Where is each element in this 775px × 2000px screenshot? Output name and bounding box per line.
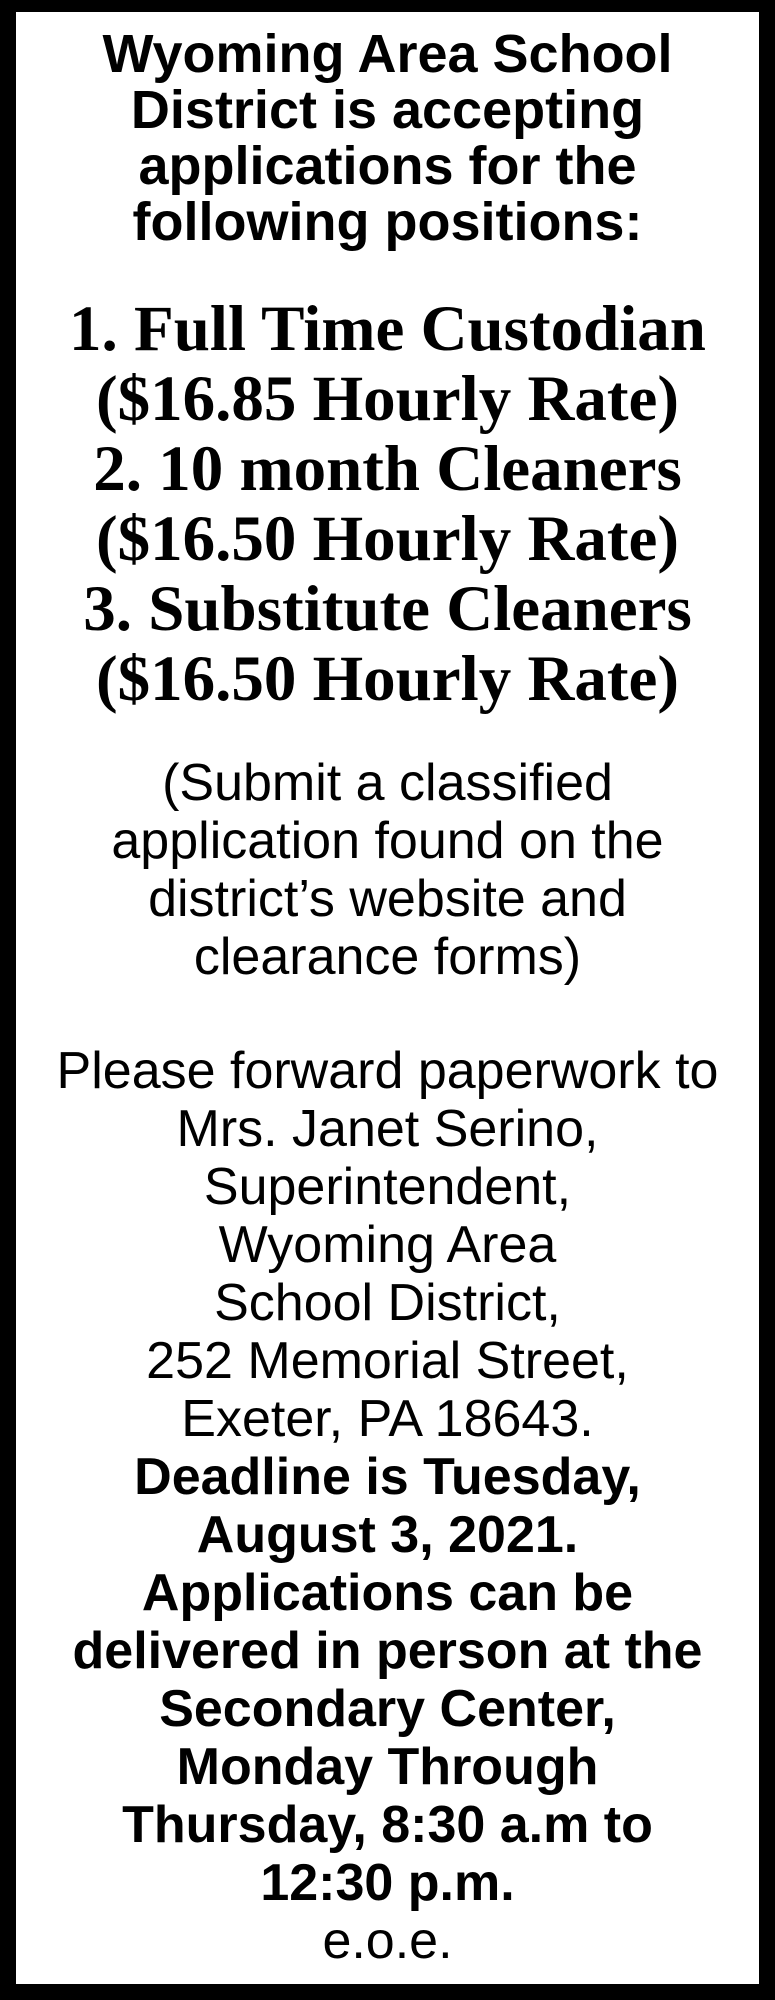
deadline-line: delivered in person at the (72, 1622, 703, 1680)
deadline-line: 12:30 p.m. (260, 1854, 515, 1912)
address-line: Wyoming Area (218, 1216, 557, 1274)
address-line: Mrs. Janet Serino, (176, 1100, 599, 1158)
address-line: Please forward paperwork to (56, 1042, 719, 1100)
deadline-line: August 3, 2021. (196, 1506, 579, 1564)
position-title: 1. Full Time Custodian (69, 293, 706, 365)
position-rate: ($16.50 Hourly Rate) (95, 643, 680, 715)
deadline-line: Applications can be (141, 1564, 634, 1622)
deadline-line: Secondary Center, (159, 1680, 616, 1738)
mailing-address (16, 1042, 759, 1448)
address-line: Superintendent, (203, 1158, 572, 1216)
deadline-line: Monday Through (176, 1738, 599, 1796)
position-rate: ($16.85 Hourly Rate) (95, 363, 680, 435)
deadline-line: Deadline is Tuesday, (134, 1448, 641, 1506)
address-line: School District, (214, 1274, 561, 1332)
classified-ad (16, 12, 759, 1970)
position-title: 3. Substitute Cleaners (83, 573, 692, 645)
deadline-line: Thursday, 8:30 a.m to (122, 1796, 653, 1854)
ad-heading: Wyoming Area School District is accepting applications for the following positions: (102, 24, 673, 252)
deadline-notice (16, 1448, 759, 1912)
address-line: 252 Memorial Street, (146, 1332, 629, 1390)
eoe-footer: e.o.e. (322, 1912, 453, 1970)
position-rate: ($16.50 Hourly Rate) (95, 503, 680, 575)
positions-list (16, 294, 759, 714)
address-line: Exeter, PA 18643. (181, 1390, 594, 1448)
position-title: 2. 10 month Cleaners (93, 433, 682, 505)
application-note: (Submit a classified application found on the district’s website and clearance forms) (111, 754, 664, 986)
